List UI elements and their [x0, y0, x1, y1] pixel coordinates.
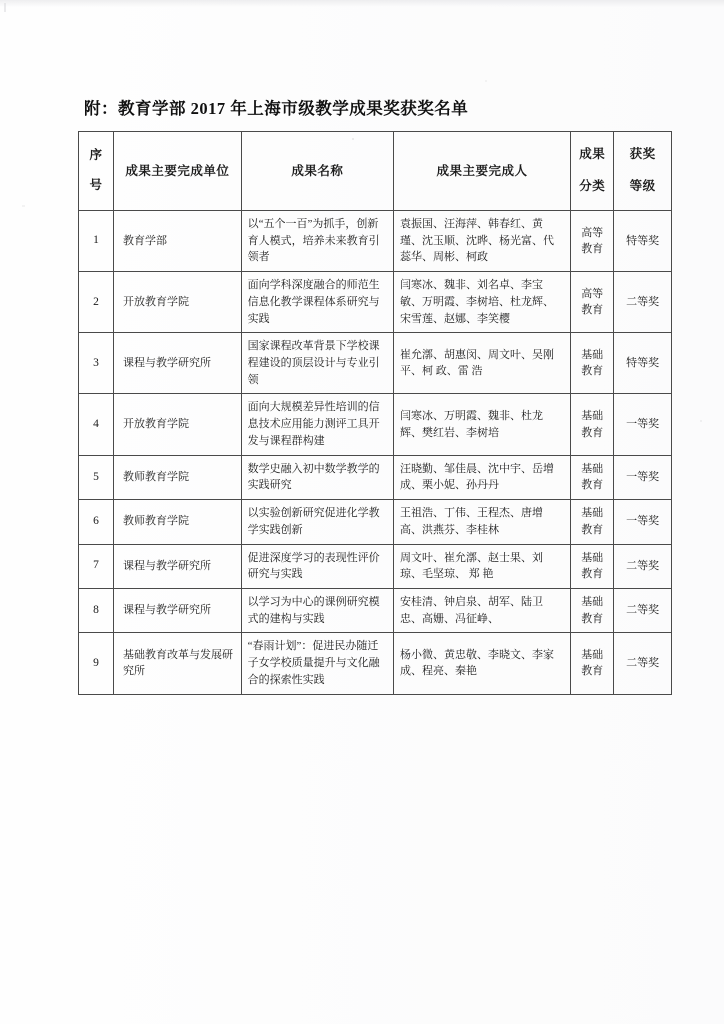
- cell-achievement-name: 国家课程改革背景下学校课程建设的顶层设计与专业引领: [241, 333, 393, 394]
- table-row: [79, 333, 672, 394]
- cell-category: [571, 333, 614, 394]
- cell-contributors: 汪晓勤、邹佳晨、沈中宇、岳增成、栗小妮、孙丹丹: [394, 455, 571, 499]
- cell-unit: 教育学部: [114, 211, 242, 272]
- cell-category: [571, 211, 614, 272]
- cell-contributors: 袁振国、汪海萍、韩春红、黄瑾、沈玉顺、沈晔、杨光富、代蕊华、周彬、柯政: [394, 211, 571, 272]
- cell-category: [571, 633, 614, 694]
- cell-category: [571, 272, 614, 333]
- cell-contributors: 王祖浩、丁伟、王程杰、唐增高、洪燕芬、李桂林: [394, 500, 571, 544]
- cell-category-line2: 教育: [581, 665, 604, 678]
- cell-unit: 教师教育学院: [114, 500, 242, 544]
- cell-category-line2: 教育: [581, 365, 604, 378]
- column-header-category-line2: 分类: [579, 179, 606, 193]
- column-header-sequence-line2: 号: [89, 178, 103, 192]
- cell-achievement-name: 促进深度学习的表现性评价研究与实践: [241, 544, 393, 588]
- cell-category-line2: 教育: [581, 479, 604, 492]
- cell-sequence-number: 2: [79, 272, 114, 333]
- cell-contributors: 安桂清、钟启泉、胡军、陆卫忠、高姗、冯征峥、: [394, 588, 571, 632]
- table-row: [79, 455, 672, 499]
- cell-achievement-name: 以学习为中心的课例研究模式的建构与实践: [241, 588, 393, 632]
- cell-contributors: 周文叶、崔允漷、赵士果、刘琼、毛坚琼、 郑 艳: [394, 544, 571, 588]
- cell-award-level: 特等奖: [614, 333, 672, 394]
- column-header-category-line1: 成果: [579, 147, 606, 162]
- cell-category-line2: 教育: [581, 426, 604, 439]
- column-header-sequence: [79, 132, 114, 211]
- award-list-table: [78, 131, 672, 695]
- cell-category-line1: 高等: [581, 287, 604, 300]
- cell-sequence-number: 9: [79, 633, 114, 694]
- cell-unit: 课程与教学研究所: [114, 588, 242, 632]
- cell-unit: 课程与教学研究所: [114, 333, 242, 394]
- cell-category-line1: 基础: [581, 596, 604, 609]
- cell-category: [571, 394, 614, 455]
- table-row: [79, 544, 672, 588]
- column-header-people: 成果主要完成人: [394, 132, 571, 211]
- cell-award-level: 二等奖: [614, 633, 672, 694]
- cell-sequence-number: 6: [79, 500, 114, 544]
- column-header-unit: 成果主要完成单位: [114, 132, 242, 211]
- cell-achievement-name: 以实验创新研究促进化学教学实践创新: [241, 500, 393, 544]
- cell-contributors: 闫寒冰、万明霞、魏非、杜龙辉、樊红岩、李树培: [394, 394, 571, 455]
- cell-unit: 开放教育学院: [114, 272, 242, 333]
- cell-award-level: 二等奖: [614, 544, 672, 588]
- cell-achievement-name: 数学史融入初中数学教学的实践研究: [241, 455, 393, 499]
- cell-category-line1: 基础: [581, 551, 604, 564]
- cell-category-line2: 教育: [581, 523, 604, 536]
- cell-category-line1: 基础: [581, 410, 604, 423]
- table-row: [79, 211, 672, 272]
- cell-award-level: 一等奖: [614, 394, 672, 455]
- cell-unit: 教师教育学院: [114, 455, 242, 499]
- cell-award-level: 一等奖: [614, 500, 672, 544]
- cell-contributors: 闫寒冰、魏非、刘名卓、李宝敏、万明霞、李树培、杜龙辉、宋雪莲、赵娜、李笑樱: [394, 272, 571, 333]
- cell-award-level: 二等奖: [614, 272, 672, 333]
- cell-award-level: 二等奖: [614, 588, 672, 632]
- cell-sequence-number: 5: [79, 455, 114, 499]
- cell-sequence-number: 3: [79, 333, 114, 394]
- table-row: [79, 633, 672, 694]
- cell-category: [571, 500, 614, 544]
- cell-sequence-number: 4: [79, 394, 114, 455]
- column-header-level-line1: 获奖: [629, 147, 656, 162]
- cell-category-line1: 基础: [581, 648, 604, 661]
- page-title: 附：教育学部 2017 年上海市级教学成果奖获奖名单: [84, 99, 469, 118]
- table-body: [79, 211, 672, 695]
- column-header-achievement: 成果名称: [241, 132, 393, 211]
- cell-category: [571, 544, 614, 588]
- cell-unit: 基础教育改革与发展研究所: [114, 633, 242, 694]
- column-header-level-line2: 等级: [629, 179, 656, 193]
- table-row: [79, 500, 672, 544]
- cell-category-line2: 教育: [581, 568, 604, 581]
- cell-contributors: 杨小微、黄忠敬、李晓文、李家成、程亮、秦艳: [394, 633, 571, 694]
- table-row: [79, 394, 672, 455]
- cell-category-line2: 教育: [581, 612, 604, 625]
- cell-achievement-name: 面向学科深度融合的师范生信息化教学课程体系研究与实践: [241, 272, 393, 333]
- cell-achievement-name: 面向大规模差异性培训的信息技术应用能力测评工具开发与课程群构建: [241, 394, 393, 455]
- column-header-sequence-line1: 序: [89, 148, 103, 163]
- cell-category-line2: 教育: [581, 243, 604, 256]
- table-row: [79, 588, 672, 632]
- cell-achievement-name: 以“五个一百”为抓手，创新育人模式，培养未来教育引领者: [241, 211, 393, 272]
- cell-category: [571, 588, 614, 632]
- cell-category-line1: 基础: [581, 507, 604, 520]
- cell-unit: 课程与教学研究所: [114, 544, 242, 588]
- cell-unit: 开放教育学院: [114, 394, 242, 455]
- cell-achievement-name: “春雨计划”：促进民办随迁子女学校质量提升与文化融合的探索性实践: [241, 633, 393, 694]
- cell-category-line1: 基础: [581, 348, 604, 361]
- cell-sequence-number: 8: [79, 588, 114, 632]
- cell-sequence-number: 7: [79, 544, 114, 588]
- cell-sequence-number: 1: [79, 211, 114, 272]
- cell-award-level: 特等奖: [614, 211, 672, 272]
- cell-category: [571, 455, 614, 499]
- column-header-level: [614, 132, 672, 211]
- cell-category-line1: 基础: [581, 462, 604, 475]
- cell-award-level: 一等奖: [614, 455, 672, 499]
- cell-category-line1: 高等: [581, 226, 604, 239]
- cell-category-line2: 教育: [581, 304, 604, 317]
- cell-contributors: 崔允漷、胡惠闵、周文叶、吴刚平、柯 政、雷 浩: [394, 333, 571, 394]
- table-row: [79, 272, 672, 333]
- column-header-category: [571, 132, 614, 211]
- table-header-row: [79, 132, 672, 211]
